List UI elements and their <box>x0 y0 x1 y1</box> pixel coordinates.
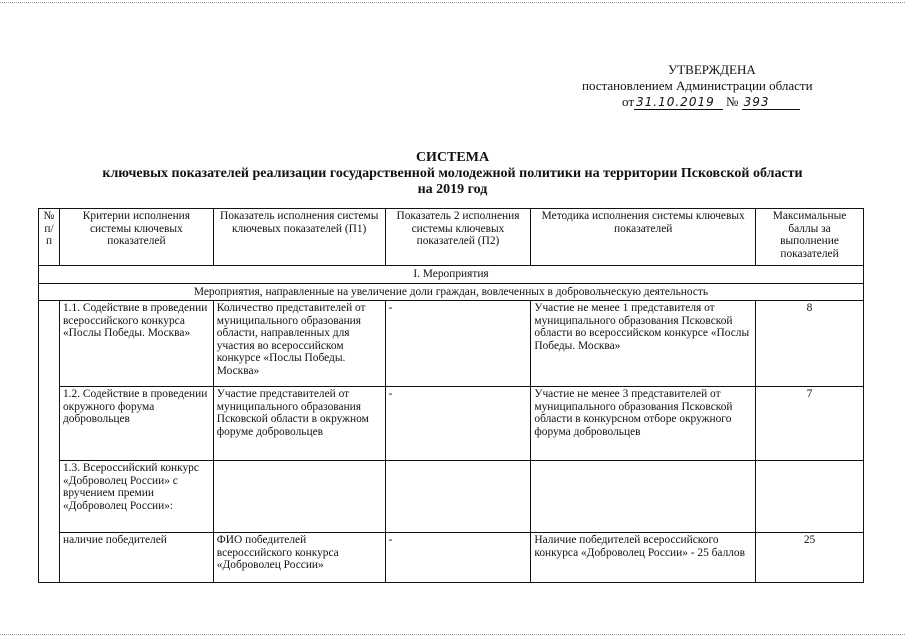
method-cell: Участие не менее 3 представителей от муниципального образования Псковской области в конкурсном отборе окружного форума добровольцев <box>531 387 756 461</box>
document-title <box>0 150 905 198</box>
header-max-score: Максимальные баллы за выполнение показателей <box>756 209 864 266</box>
indicators-table <box>38 208 864 583</box>
p1-cell: ФИО победителей всероссийского конкурса «Доброволец России» <box>213 533 385 583</box>
approval-date-line <box>622 94 800 110</box>
max-score-cell: 8 <box>756 301 864 387</box>
criterion-cell: 1.2. Содействие в проведении окружного форума добровольцев <box>59 387 213 461</box>
p1-cell <box>213 461 385 533</box>
p2-cell: - <box>385 533 531 583</box>
header-method: Методика исполнения системы ключевых показателей <box>531 209 756 266</box>
scan-edge-top <box>0 2 905 3</box>
table-header-row <box>39 209 864 266</box>
criterion-cell: наличие победителей <box>59 533 213 583</box>
table-row <box>39 301 864 387</box>
max-score-cell <box>756 461 864 533</box>
header-number: № п/п <box>39 209 60 266</box>
max-score-cell: 7 <box>756 387 864 461</box>
section-row <box>39 266 864 284</box>
subsection-row <box>39 283 864 301</box>
p1-cell: Участие представителей от муниципального образования Псковской области в окружном форуме добровольцев <box>213 387 385 461</box>
title-line-1: СИСТЕМА <box>415 150 490 165</box>
method-cell: Наличие победителей всероссийского конкурса «Доброволец России» - 25 баллов <box>531 533 756 583</box>
handwritten-number: 393 <box>742 95 800 110</box>
table-row <box>39 533 864 583</box>
header-p2: Показатель 2 исполнения системы ключевых показателей (П2) <box>385 209 531 266</box>
title-line-3: на 2019 год <box>417 182 488 197</box>
method-cell <box>531 461 756 533</box>
approval-issuer: постановлением Администрации области <box>582 78 813 93</box>
max-score-cell: 25 <box>756 533 864 583</box>
number-cell <box>39 301 60 583</box>
header-criteria: Критерии исполнения системы ключевых показателей <box>59 209 213 266</box>
p2-cell <box>385 461 531 533</box>
p2-cell: - <box>385 387 531 461</box>
criterion-cell: 1.1. Содействие в проведении всероссийского конкурса «Послы Победы. Москва» <box>59 301 213 387</box>
header-p1: Показатель исполнения системы ключевых показателей (П1) <box>213 209 385 266</box>
method-cell: Участие не менее 1 представителя от муниципального образования Псковской области во всероссийском конкурсе «Послы Победы. Москва» <box>531 301 756 387</box>
handwritten-date: 31.10.2019 <box>634 95 723 110</box>
p2-cell: - <box>385 301 531 387</box>
scan-edge-bottom <box>0 634 905 635</box>
approval-heading: УТВЕРЖДЕНА <box>668 62 756 77</box>
p1-cell: Количество представителей от муниципального образования области, направленных для участия во всероссийском конкурсе «Послы Победы. Москва» <box>213 301 385 387</box>
section-title: I. Мероприятия <box>39 266 864 284</box>
table-row <box>39 387 864 461</box>
date-prefix: от <box>622 94 635 109</box>
number-prefix: № <box>725 94 739 109</box>
table-row <box>39 461 864 533</box>
subsection-title: Мероприятия, направленные на увеличение доли граждан, вовлеченных в добровольческую деятельность <box>39 283 864 301</box>
title-line-2: ключевых показателей реализации государственной молодежной политики на территории Псковской области <box>102 166 803 181</box>
criterion-cell: 1.3. Всероссийский конкурс «Доброволец России» с вручением премии «Доброволец России»: <box>59 461 213 533</box>
